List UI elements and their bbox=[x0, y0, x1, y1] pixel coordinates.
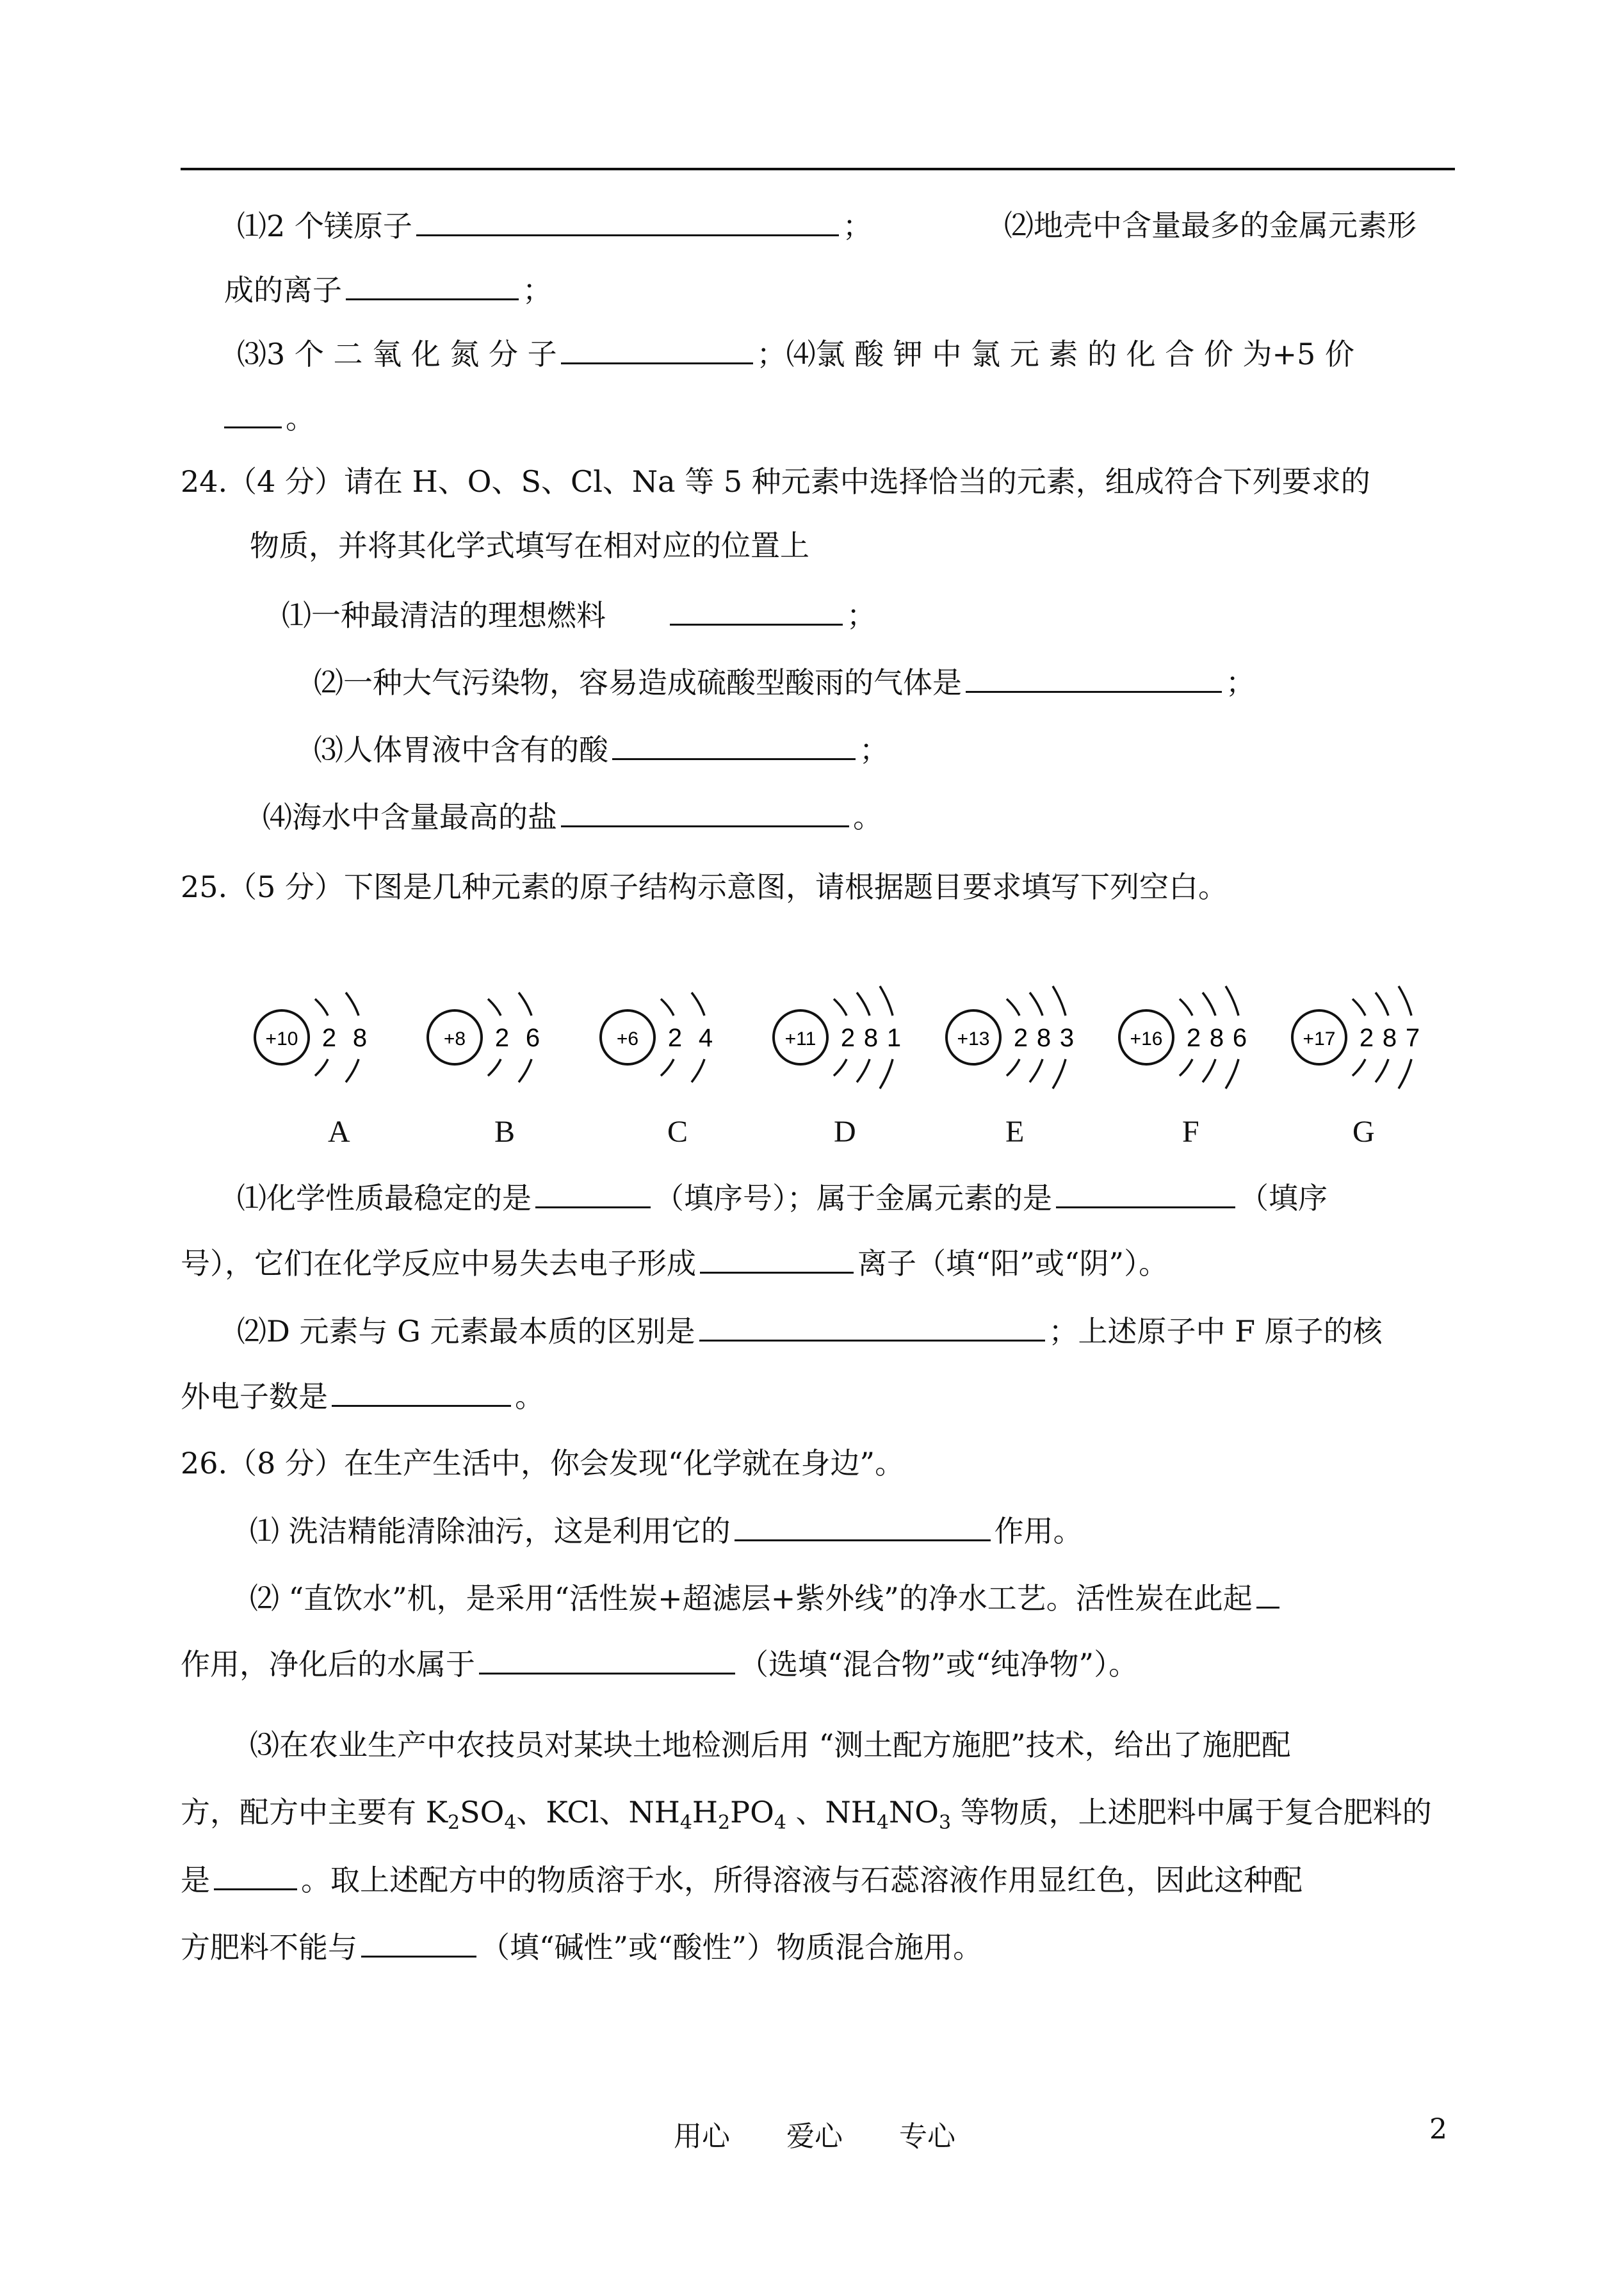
q23-line4 bbox=[224, 398, 315, 437]
shell-arc bbox=[519, 993, 532, 1016]
q24-item2 bbox=[314, 663, 1255, 702]
punct: ； bbox=[859, 733, 889, 767]
shell-electrons: 2 bbox=[840, 1024, 856, 1052]
shell-arc bbox=[1399, 1059, 1411, 1089]
shell-arc bbox=[1053, 1059, 1066, 1089]
q26-title: 26.（8 分）在生产生活中，你会发现“化学就在身边”。 bbox=[181, 1446, 905, 1480]
shell-arc bbox=[857, 1059, 870, 1082]
shell-arc bbox=[692, 1059, 704, 1082]
shell-arc bbox=[880, 986, 893, 1016]
q24-title-cont: 物质，并将其化学式填写在相对应的位置上 bbox=[250, 528, 809, 563]
q24-title: 24.（4 分）请在 H、O、S、Cl、Na 等 5 种元素中选择恰当的元素，组成符合下列要求的 bbox=[181, 464, 1370, 499]
shell-arc bbox=[1226, 986, 1238, 1016]
shell-arc bbox=[488, 1059, 501, 1076]
punct: ； bbox=[842, 209, 872, 243]
shell-electrons: 6 bbox=[1232, 1024, 1247, 1052]
shell-arc bbox=[1007, 999, 1019, 1016]
answer-blank[interactable] bbox=[1256, 1578, 1279, 1609]
formula-text: 等物质，上述肥料中属于复合肥料的 bbox=[951, 1795, 1432, 1829]
atom-diagram-C bbox=[601, 993, 713, 1082]
q24-item4 bbox=[263, 797, 882, 836]
subscript: 4 bbox=[504, 1812, 517, 1834]
q24-item1 bbox=[282, 596, 876, 635]
shell-arc bbox=[880, 1059, 893, 1089]
atom-label-F: F bbox=[1182, 1115, 1199, 1149]
q26-item3: ⑶在农业生产中农技员对某块土地检测后用 “测土配方施肥”技术，给出了施肥配 bbox=[250, 1728, 1291, 1762]
shell-arc bbox=[857, 993, 870, 1016]
answer-blank[interactable] bbox=[561, 797, 849, 827]
shell-arc bbox=[661, 1059, 674, 1076]
page-number: 2 bbox=[1429, 2113, 1447, 2146]
shell-arc bbox=[346, 993, 359, 1016]
atom-diagrams-svg bbox=[237, 954, 1454, 1121]
atom-label-D: D bbox=[834, 1115, 856, 1149]
answer-blank[interactable] bbox=[361, 1927, 476, 1958]
q23-line3 bbox=[237, 334, 1354, 373]
atom-diagram-A bbox=[255, 993, 367, 1082]
shell-arc bbox=[315, 999, 328, 1016]
q26-item3-end bbox=[181, 1927, 982, 1967]
atom-diagram-B bbox=[428, 993, 540, 1082]
q26-item2 bbox=[250, 1578, 1283, 1618]
shell-arc bbox=[1352, 1059, 1365, 1076]
q24-item4-text: ⑷海水中含量最高的盐 bbox=[263, 800, 557, 834]
nucleus-charge: +13 bbox=[957, 1028, 990, 1050]
punct: ； bbox=[523, 273, 552, 307]
nucleus-charge: +16 bbox=[1130, 1028, 1163, 1050]
q24-item3-text: ⑶人体胃液中含有的酸 bbox=[314, 733, 608, 767]
shell-arc bbox=[1180, 1059, 1192, 1076]
q23-item1-text: ⑴2 个镁原子 bbox=[237, 209, 412, 243]
atom-diagram-G bbox=[1292, 986, 1420, 1089]
formula-text: H bbox=[692, 1795, 719, 1829]
shell-arc bbox=[1030, 993, 1043, 1016]
formula-text: SO bbox=[460, 1795, 505, 1829]
answer-blank[interactable] bbox=[1056, 1178, 1235, 1208]
q25-p2-text2: 离子（填“阳”或“阴”）。 bbox=[857, 1246, 1169, 1281]
q23-line1 bbox=[237, 206, 872, 245]
q25-part2 bbox=[237, 1311, 1383, 1350]
shell-arc bbox=[1007, 1059, 1019, 1076]
shell-electrons: 2 bbox=[321, 1024, 337, 1052]
shell-arc bbox=[834, 999, 847, 1016]
q24-item3 bbox=[314, 730, 889, 769]
q23-item2-cont: 成的离子 bbox=[224, 273, 342, 307]
punct: ； bbox=[1226, 665, 1255, 700]
formula-text: PO bbox=[730, 1795, 774, 1829]
q26-item2-cont-text: 作用，净化后的水属于 bbox=[181, 1647, 475, 1682]
answer-blank[interactable] bbox=[670, 596, 843, 626]
punct: 。 bbox=[853, 800, 882, 834]
shell-arc bbox=[834, 1059, 847, 1076]
shell-electrons: 8 bbox=[1036, 1024, 1052, 1052]
shell-electrons: 2 bbox=[494, 1024, 510, 1052]
formula-text: NO bbox=[889, 1795, 939, 1829]
shell-arc bbox=[1352, 999, 1365, 1016]
answer-blank[interactable] bbox=[224, 398, 282, 428]
q26-text: 是 bbox=[181, 1863, 210, 1897]
subscript: 2 bbox=[448, 1812, 460, 1834]
answer-blank[interactable] bbox=[699, 1311, 1045, 1342]
punct: 。 bbox=[515, 1379, 544, 1414]
shell-arc bbox=[1180, 999, 1192, 1016]
subscript: 2 bbox=[718, 1812, 731, 1834]
answer-blank[interactable] bbox=[735, 1511, 991, 1541]
shell-arc bbox=[1203, 993, 1215, 1016]
atom-diagram-F bbox=[1119, 986, 1247, 1089]
q23-item4-text: ；⑷氯 酸 钾 中 氯 元 素 的 化 合 价 为+5 价 bbox=[756, 337, 1354, 371]
q26-item3-cont bbox=[181, 1860, 1303, 1899]
subscript: 3 bbox=[938, 1812, 952, 1834]
q26-text: 。取上述配方中的物质溶于水，所得溶液与石蕊溶液作用显红色，因此这种配 bbox=[301, 1863, 1303, 1897]
formula-text: 方，配方中主要有 K bbox=[181, 1795, 448, 1829]
shell-arc bbox=[1030, 1059, 1043, 1082]
shell-electrons: 2 bbox=[1359, 1024, 1374, 1052]
shell-arc bbox=[692, 993, 704, 1016]
q26-item1-end: 作用。 bbox=[994, 1514, 1083, 1548]
shell-electrons: 3 bbox=[1059, 1024, 1075, 1052]
subscript: 4 bbox=[876, 1812, 889, 1834]
q26-item2-cont-end: （选填“混合物”或“纯净物”）。 bbox=[739, 1647, 1139, 1682]
shell-electrons: 2 bbox=[1013, 1024, 1028, 1052]
shell-electrons: 8 bbox=[1209, 1024, 1224, 1052]
shell-arc bbox=[519, 1059, 532, 1082]
q26-item1 bbox=[250, 1511, 1083, 1550]
q26-item3-formulas bbox=[181, 1793, 1432, 1842]
subscript: 4 bbox=[679, 1812, 692, 1834]
shell-arc bbox=[1203, 1059, 1215, 1082]
q25-part1 bbox=[237, 1178, 1328, 1217]
shell-arc bbox=[1376, 993, 1388, 1016]
answer-blank[interactable] bbox=[966, 663, 1222, 693]
shell-arc bbox=[346, 1059, 359, 1082]
nucleus-charge: +11 bbox=[784, 1028, 816, 1050]
shell-electrons: 8 bbox=[352, 1024, 368, 1052]
q25-p3-text: ⑵D 元素与 G 元素最本质的区别是 bbox=[237, 1314, 695, 1349]
shell-arc bbox=[1226, 1059, 1238, 1089]
q25-part1-cont bbox=[181, 1244, 1168, 1283]
shell-arc bbox=[315, 1059, 328, 1076]
atom-label-E: E bbox=[1005, 1115, 1025, 1149]
atom-diagram-E bbox=[946, 986, 1074, 1089]
q23-item3-text: ⑶3 个 二 氧 化 氮 分 子 bbox=[237, 337, 557, 371]
nucleus-charge: +10 bbox=[265, 1028, 298, 1050]
header-rule bbox=[181, 168, 1455, 170]
shell-electrons: 6 bbox=[525, 1024, 540, 1052]
shell-arc bbox=[1376, 1059, 1388, 1082]
answer-blank[interactable] bbox=[561, 334, 753, 364]
q24-item2-text: ⑵一种大气污染物，容易造成硫酸型酸雨的气体是 bbox=[314, 665, 962, 700]
q25-p1-text: ⑴化学性质最稳定的是 bbox=[237, 1181, 532, 1215]
shell-electrons: 8 bbox=[863, 1024, 879, 1052]
q25-title: 25.（5 分）下图是几种元素的原子结构示意图，请根据题目要求填写下列空白。 bbox=[181, 870, 1228, 904]
atom-label-B: B bbox=[494, 1115, 516, 1149]
atom-label-G: G bbox=[1352, 1115, 1375, 1149]
q26-item2-cont bbox=[181, 1644, 1138, 1683]
q25-p4-text: 外电子数是 bbox=[181, 1379, 328, 1414]
q25-part2-cont bbox=[181, 1377, 544, 1416]
atom-label-C: C bbox=[667, 1115, 688, 1149]
nucleus-charge: +17 bbox=[1303, 1028, 1336, 1050]
nucleus-charge: +8 bbox=[443, 1028, 466, 1050]
answer-blank[interactable] bbox=[535, 1178, 651, 1208]
q26-text: （填“碱性”或“酸性”）物质混合施用。 bbox=[480, 1930, 983, 1965]
q26-item1-text: ⑴ 洗洁精能清除油污，这是利用它的 bbox=[250, 1514, 731, 1548]
shell-arc bbox=[1053, 986, 1066, 1016]
answer-blank[interactable] bbox=[416, 206, 839, 236]
q23-line2 bbox=[224, 270, 552, 309]
answer-blank[interactable] bbox=[346, 270, 519, 300]
shell-electrons: 1 bbox=[886, 1024, 902, 1052]
q26-text: 方肥料不能与 bbox=[181, 1930, 357, 1965]
q25-p2-text: 号），它们在化学反应中易失去电子形成 bbox=[181, 1246, 696, 1281]
shell-electrons: 7 bbox=[1405, 1024, 1420, 1052]
atom-diagram-D bbox=[774, 986, 901, 1089]
nucleus-charge: +6 bbox=[616, 1028, 639, 1050]
answer-blank[interactable] bbox=[612, 730, 856, 760]
formula-text: 、NH bbox=[786, 1795, 877, 1829]
q25-p3-text2: ；上述原子中 F 原子的核 bbox=[1048, 1314, 1383, 1349]
q25-p1-text2: （填序号）；属于金属元素的是 bbox=[654, 1181, 1052, 1215]
atom-label-A: A bbox=[328, 1115, 350, 1149]
q23-item2-text: ⑵地壳中含量最多的金属元素形 bbox=[1004, 208, 1417, 243]
footer-slogan: 用心 爱心 专心 bbox=[674, 2120, 955, 2153]
answer-blank[interactable] bbox=[700, 1244, 854, 1274]
q26-item2-text: ⑵ “直饮水”机，是采用“活性炭+超滤层+紫外线”的净水工艺。活性炭在此起 bbox=[250, 1581, 1253, 1616]
formula-text: 、KCl、NH bbox=[516, 1795, 680, 1829]
shell-electrons: 4 bbox=[698, 1024, 713, 1052]
answer-blank[interactable] bbox=[332, 1377, 511, 1407]
shell-arc bbox=[488, 999, 501, 1016]
punct: 。 bbox=[286, 401, 315, 435]
answer-blank[interactable] bbox=[214, 1860, 297, 1890]
shell-electrons: 2 bbox=[1186, 1024, 1201, 1052]
shell-electrons: 8 bbox=[1382, 1024, 1397, 1052]
shell-arc bbox=[1399, 986, 1411, 1016]
shell-electrons: 2 bbox=[667, 1024, 683, 1052]
answer-blank[interactable] bbox=[479, 1644, 735, 1675]
punct: ； bbox=[847, 598, 876, 633]
q25-p1-text3: （填序 bbox=[1239, 1181, 1328, 1215]
q24-item1-text: ⑴一种最清洁的理想燃料 bbox=[282, 598, 606, 633]
shell-arc bbox=[661, 999, 674, 1016]
subscript: 4 bbox=[774, 1812, 786, 1834]
